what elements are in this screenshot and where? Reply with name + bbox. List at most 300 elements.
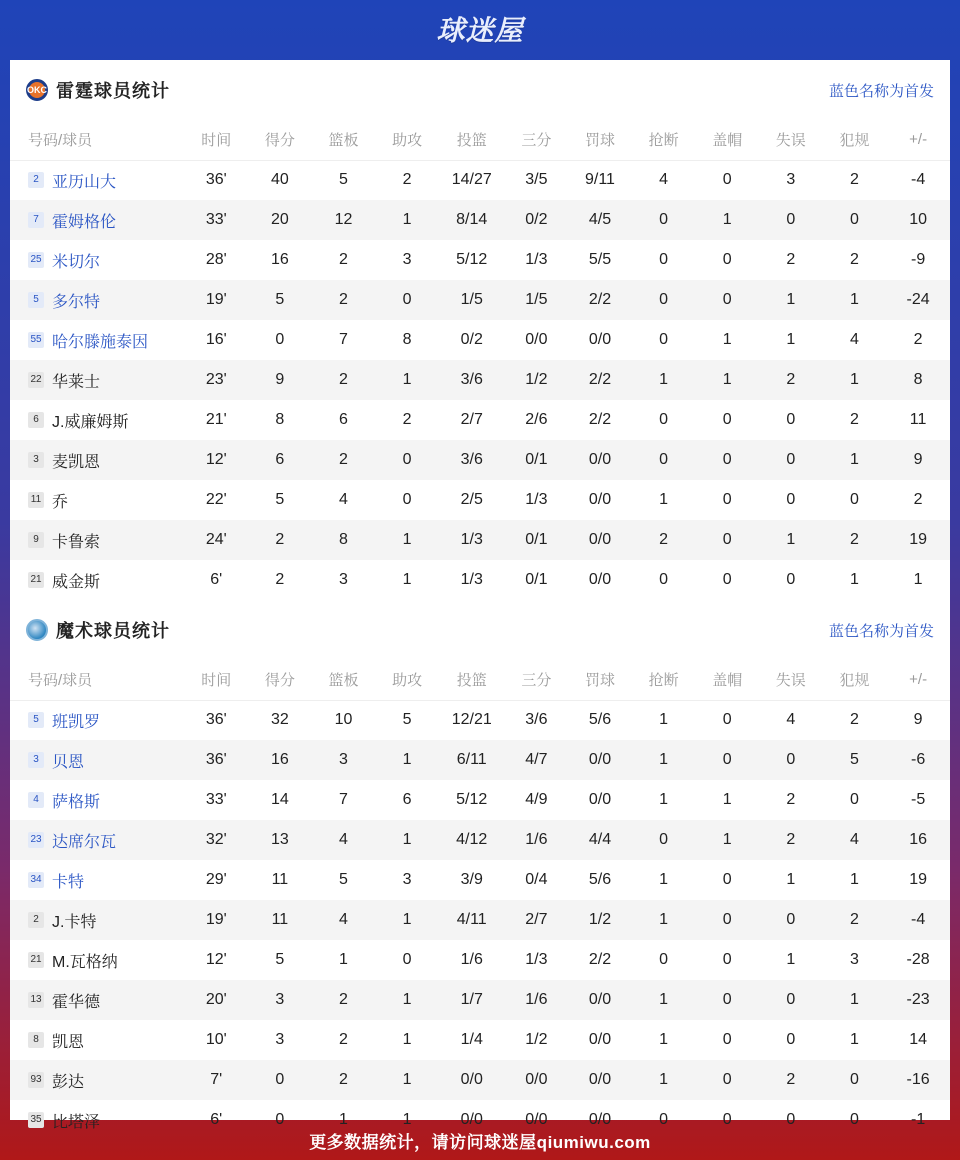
player-cell — [10, 980, 184, 1020]
stat-cell: 2 — [849, 411, 859, 428]
stat-cell: 0 — [632, 440, 696, 480]
stat-cell: 7' — [184, 1060, 248, 1100]
stat-cell: 11 — [248, 900, 312, 940]
stat-cell: 0/2 — [460, 331, 483, 348]
stat-cell: 24' — [184, 520, 248, 560]
stat-cell: 16 — [270, 251, 289, 268]
player-row[interactable] — [10, 700, 950, 740]
stat-cell: 0 — [786, 1111, 796, 1128]
player-row[interactable] — [10, 360, 950, 400]
player-row[interactable] — [10, 480, 950, 520]
starter-player-name[interactable]: 达席尔瓦 — [52, 833, 117, 851]
stat-cell: 0/0 — [568, 740, 632, 780]
stat-cell: 2 — [913, 491, 923, 508]
stat-cell: 21' — [205, 411, 227, 428]
player-row[interactable] — [10, 860, 950, 900]
stat-cell: 0/1 — [505, 520, 569, 560]
stat-cell: 2/7 — [460, 411, 483, 428]
stat-cell: 0 — [695, 520, 759, 560]
stat-cell: 2 — [312, 280, 376, 320]
stat-cell: -5 — [910, 791, 926, 808]
stat-cell: 2 — [402, 171, 412, 189]
column-header: 罚球 — [568, 120, 632, 160]
magic-logo-icon — [26, 619, 48, 641]
stat-cell: 7 — [339, 791, 348, 808]
jersey-number-badge: 3 — [28, 752, 44, 768]
player-name[interactable]: M.瓦格纳 — [52, 953, 118, 971]
starter-player-name[interactable]: 米切尔 — [52, 253, 101, 271]
stat-cell: 33' — [184, 200, 248, 240]
stat-cell: 20' — [184, 980, 248, 1020]
stat-cell: 0/0 — [588, 1111, 612, 1128]
stat-cell: 5 — [275, 951, 285, 968]
stat-cell: 0 — [722, 571, 732, 588]
thunder-section — [10, 60, 950, 600]
stat-cell: 0 — [759, 740, 823, 780]
player-name[interactable]: J.卡特 — [52, 913, 97, 931]
stat-cell: 4/9 — [525, 791, 548, 808]
stat-cell: 1 — [849, 1031, 859, 1048]
stat-cell: 0 — [659, 951, 669, 968]
stat-cell: 5 — [402, 711, 412, 729]
stat-cell: 29' — [205, 871, 227, 888]
stat-cell: 1 — [339, 951, 348, 968]
stat-cell: 3 — [275, 1031, 285, 1048]
starter-player-name[interactable]: 多尔特 — [52, 293, 101, 311]
stat-cell: 1 — [402, 1031, 412, 1048]
jersey-number-badge: 7 — [28, 212, 44, 228]
stat-cell: 0 — [823, 200, 887, 240]
stat-cell: 0 — [759, 900, 823, 940]
starter-player-name[interactable]: 亚历山大 — [52, 173, 117, 191]
stat-cell: -16 — [886, 1060, 950, 1100]
column-header: +/- — [886, 120, 950, 160]
jersey-number-badge: 25 — [28, 252, 44, 268]
stat-cell: 0/4 — [525, 871, 548, 888]
stats-table — [10, 120, 950, 600]
stat-cell: 5/12 — [456, 791, 488, 808]
player-name[interactable]: 比塔泽 — [52, 1113, 101, 1131]
stat-cell: 3 — [339, 571, 348, 588]
stat-cell: 3 — [312, 740, 376, 780]
stat-cell: 6 — [339, 411, 348, 428]
starter-player-name[interactable]: 霍姆格伦 — [52, 213, 117, 231]
stat-cell: -24 — [886, 280, 950, 320]
stat-cell: 33' — [205, 791, 227, 808]
stat-cell: 2 — [849, 171, 859, 189]
column-header: 盖帽 — [695, 660, 759, 700]
stat-cell: -4 — [886, 900, 950, 940]
stat-cell: 3 — [849, 951, 859, 968]
stat-cell: 1 — [375, 980, 439, 1020]
stat-cell: 28' — [205, 251, 227, 268]
column-header: 投篮 — [439, 120, 505, 160]
stat-cell: 1 — [695, 200, 759, 240]
stat-cell: 0 — [695, 280, 759, 320]
stat-cell: 1 — [913, 571, 923, 588]
stat-cell: 1 — [659, 491, 669, 508]
player-cell — [10, 480, 184, 520]
stat-cell: 1 — [659, 791, 669, 808]
stat-cell: 3 — [402, 871, 412, 888]
jersey-number-badge: 5 — [28, 292, 44, 308]
jersey-number-badge: 34 — [28, 872, 44, 888]
stat-cell: 1 — [632, 740, 696, 780]
stat-cell: 1 — [849, 871, 859, 888]
stat-cell: 4/12 — [439, 820, 505, 860]
player-cell — [10, 320, 184, 360]
stat-cell: 1 — [339, 1111, 348, 1128]
jersey-number-badge: 2 — [28, 912, 44, 928]
stat-cell: 0 — [695, 740, 759, 780]
player-name[interactable]: 凯恩 — [52, 1033, 85, 1051]
stat-cell: 3/6 — [439, 440, 505, 480]
stat-cell: 0 — [695, 1060, 759, 1100]
team-title — [26, 617, 170, 643]
column-header: 三分 — [505, 660, 569, 700]
stat-cell: 2 — [339, 251, 348, 268]
stat-cell: 8 — [402, 331, 412, 348]
stat-cell: 0 — [722, 411, 732, 428]
player-row[interactable] — [10, 240, 950, 280]
stat-cell: 20 — [248, 200, 312, 240]
stat-cell: 0/0 — [588, 1031, 612, 1048]
stat-cell: 2 — [759, 360, 823, 400]
stat-cell: 1 — [695, 360, 759, 400]
stat-cell: 2 — [759, 1060, 823, 1100]
stat-cell: 2/2 — [568, 280, 632, 320]
stat-cell: 1/6 — [460, 951, 483, 968]
stat-cell: 1 — [759, 520, 823, 560]
jersey-number-badge: 6 — [28, 412, 44, 428]
stat-cell: 4 — [312, 900, 376, 940]
stat-cell: 16 — [886, 820, 950, 860]
stat-cell: -9 — [910, 251, 926, 268]
stat-cell: 0 — [632, 200, 696, 240]
stat-cell: 0/2 — [505, 200, 569, 240]
stat-cell: 4 — [339, 491, 348, 508]
stat-cell: 1 — [375, 900, 439, 940]
stat-cell: 32' — [184, 820, 248, 860]
stat-cell: 0/0 — [588, 331, 612, 348]
stat-cell: 0 — [722, 491, 732, 508]
player-cell — [10, 900, 184, 940]
stat-cell: 5/5 — [588, 251, 612, 268]
stat-cell: 19 — [886, 520, 950, 560]
stat-cell: -23 — [886, 980, 950, 1020]
stat-cell: 36' — [184, 740, 248, 780]
player-cell — [10, 740, 184, 780]
starter-player-name[interactable]: 贝恩 — [52, 753, 85, 771]
stat-cell: 0/0 — [460, 1111, 483, 1128]
stat-cell: 11 — [909, 411, 927, 428]
jersey-number-badge: 55 — [28, 332, 44, 348]
stat-cell: 3/5 — [525, 171, 548, 189]
section-header — [10, 60, 950, 120]
stat-cell: 0 — [722, 1111, 732, 1128]
stat-cell: 9 — [886, 440, 950, 480]
stat-cell: 19' — [184, 280, 248, 320]
stat-cell: 4/5 — [568, 200, 632, 240]
stat-cell: 4/4 — [568, 820, 632, 860]
stat-cell: 0 — [659, 411, 669, 428]
stat-cell: 0 — [659, 1111, 669, 1128]
player-row[interactable] — [10, 320, 950, 360]
stat-cell: 0 — [786, 411, 796, 428]
stat-cell: 1 — [722, 791, 732, 808]
player-cell — [10, 700, 184, 740]
player-row[interactable] — [10, 520, 950, 560]
player-name[interactable]: J.威廉姆斯 — [52, 413, 129, 431]
stat-cell: 1 — [823, 360, 887, 400]
stat-cell: 4 — [659, 171, 669, 189]
player-cell — [10, 1020, 184, 1060]
starter-player-name[interactable]: 哈尔滕施泰因 — [52, 333, 149, 351]
jersey-number-badge: 11 — [28, 492, 44, 508]
stat-cell: 1 — [786, 331, 796, 348]
stat-cell: 1/6 — [505, 980, 569, 1020]
player-row[interactable] — [10, 980, 950, 1020]
stat-cell: 2 — [312, 360, 376, 400]
stat-cell: -28 — [906, 951, 930, 968]
stat-cell: 2 — [786, 251, 796, 268]
stat-cell: 0 — [722, 871, 732, 888]
stat-cell: 19' — [184, 900, 248, 940]
stat-cell: 10 — [886, 200, 950, 240]
stat-cell: 4 — [786, 711, 796, 729]
jersey-number-badge: 21 — [28, 572, 44, 588]
stat-cell: 0 — [722, 251, 732, 268]
player-row[interactable] — [10, 280, 950, 320]
player-name[interactable]: 霍华德 — [52, 993, 101, 1011]
player-name[interactable]: 乔 — [52, 493, 69, 511]
stat-cell: 14/27 — [451, 171, 492, 189]
stat-cell: 16 — [248, 740, 312, 780]
stat-cell: -1 — [910, 1111, 926, 1128]
player-name[interactable]: 华莱士 — [52, 373, 101, 391]
player-row[interactable] — [10, 1020, 950, 1060]
stat-cell: 14 — [909, 1031, 927, 1048]
stat-cell: 2 — [339, 1031, 348, 1048]
stat-cell: 1/3 — [460, 571, 483, 588]
column-header: 号码/球员 — [10, 120, 184, 160]
stat-cell: 0 — [722, 171, 732, 189]
stat-cell: 0 — [632, 280, 696, 320]
player-name[interactable]: 卡鲁索 — [52, 533, 101, 551]
column-header-row — [10, 660, 950, 700]
player-row[interactable] — [10, 200, 950, 240]
jersey-number-badge: 13 — [28, 992, 44, 1008]
stat-cell: 0 — [402, 491, 412, 508]
stat-cell: 0 — [632, 820, 696, 860]
player-row[interactable] — [10, 780, 950, 820]
stat-cell: 0 — [849, 1111, 859, 1128]
stat-cell: -6 — [886, 740, 950, 780]
player-cell — [10, 160, 184, 200]
stat-cell: 1 — [402, 1111, 412, 1128]
player-row[interactable] — [10, 740, 950, 780]
stat-cell: 8 — [886, 360, 950, 400]
stat-cell: 1/5 — [439, 280, 505, 320]
stat-cell: 5 — [339, 171, 348, 189]
stat-cell: 1/2 — [505, 360, 569, 400]
player-row[interactable] — [10, 1060, 950, 1100]
stat-cell: 0 — [275, 331, 285, 348]
stat-cell: 2/6 — [525, 411, 548, 428]
stat-cell: 1 — [659, 871, 669, 888]
stat-cell: 12' — [184, 440, 248, 480]
stat-cell: 0 — [786, 571, 796, 588]
stat-cell: 1/7 — [439, 980, 505, 1020]
jersey-number-badge: 9 — [28, 532, 44, 548]
column-header: 得分 — [248, 120, 312, 160]
brand-logo-text: 球迷屋 — [436, 14, 524, 47]
column-header: +/- — [886, 660, 950, 700]
stat-cell: 0 — [659, 571, 669, 588]
stat-cell: 1 — [632, 980, 696, 1020]
player-row[interactable] — [10, 400, 950, 440]
stat-cell: 1 — [659, 711, 669, 729]
stat-cell: 2 — [786, 791, 796, 808]
starter-player-name[interactable]: 萨格斯 — [52, 793, 101, 811]
stat-cell: 2 — [913, 331, 923, 348]
stat-cell: 5/6 — [588, 711, 612, 729]
stat-cell: 0 — [759, 980, 823, 1020]
stat-cell: 1 — [402, 571, 412, 588]
stat-cell: 3 — [786, 171, 796, 189]
stat-cell: 23' — [184, 360, 248, 400]
player-name[interactable]: 麦凯恩 — [52, 453, 101, 471]
player-cell — [10, 780, 184, 820]
stat-cell: 8 — [312, 520, 376, 560]
stat-cell: 2 — [248, 520, 312, 560]
stat-cell: 12 — [312, 200, 376, 240]
stat-cell: 0/0 — [568, 1060, 632, 1100]
stat-cell: 8/14 — [439, 200, 505, 240]
team-title — [26, 77, 170, 103]
column-header: 得分 — [248, 660, 312, 700]
column-header: 时间 — [184, 120, 248, 160]
stat-cell: 0/0 — [439, 1060, 505, 1100]
stat-cell: 1 — [823, 440, 887, 480]
stat-cell: 1/3 — [525, 951, 548, 968]
stat-cell: 2 — [849, 251, 859, 268]
stat-cell: 0 — [786, 491, 796, 508]
stat-cell: 2 — [312, 440, 376, 480]
stat-cell: 0 — [786, 1031, 796, 1048]
player-name[interactable]: 彭达 — [52, 1073, 85, 1091]
column-header: 失误 — [759, 660, 823, 700]
jersey-number-badge: 4 — [28, 792, 44, 808]
stat-cell: 1/2 — [525, 1031, 548, 1048]
player-row[interactable] — [10, 440, 950, 480]
stat-cell: 0 — [722, 711, 732, 729]
stat-cell: 0 — [659, 251, 669, 268]
player-cell — [10, 240, 184, 280]
player-row[interactable] — [10, 820, 950, 860]
stat-cell: 0/0 — [588, 791, 612, 808]
jersey-number-badge: 3 — [28, 452, 44, 468]
stat-cell: 4 — [849, 331, 859, 348]
stat-cell: 36' — [205, 171, 227, 189]
stat-cell: 3 — [248, 980, 312, 1020]
player-row[interactable] — [10, 900, 950, 940]
stat-cell: 5 — [275, 491, 285, 508]
stat-cell: 1 — [375, 200, 439, 240]
stat-cell: 2/7 — [505, 900, 569, 940]
starter-player-name[interactable]: 班凯罗 — [52, 713, 101, 731]
player-cell — [10, 280, 184, 320]
stat-cell: 0/0 — [568, 520, 632, 560]
stat-cell: 32 — [270, 711, 289, 729]
stat-cell: 4 — [312, 820, 376, 860]
stat-cell: 9 — [913, 711, 923, 729]
player-row[interactable] — [10, 160, 950, 200]
stat-cell: 8 — [275, 411, 285, 428]
player-row[interactable] — [10, 940, 950, 980]
stat-cell: 0/0 — [505, 1060, 569, 1100]
stat-cell: 2 — [759, 820, 823, 860]
stat-cell: 0 — [695, 980, 759, 1020]
stat-cell: 9/11 — [585, 171, 615, 189]
column-header: 盖帽 — [695, 120, 759, 160]
stat-cell: 1/2 — [568, 900, 632, 940]
stat-cell: 0/0 — [525, 331, 548, 348]
stat-cell: 1 — [849, 571, 859, 588]
stat-cell: 9 — [248, 360, 312, 400]
footer-link-text[interactable]: 更多数据统计，请访问球迷屋qiumiwu.com — [309, 1132, 651, 1152]
stat-cell: 1 — [759, 280, 823, 320]
magic-section — [10, 600, 950, 1140]
player-cell — [10, 1060, 184, 1100]
stat-cell: 0 — [402, 951, 412, 968]
column-header: 篮板 — [312, 120, 376, 160]
column-header: 时间 — [184, 660, 248, 700]
player-row[interactable] — [10, 560, 950, 600]
stat-cell: 1 — [375, 1060, 439, 1100]
jersey-number-badge: 35 — [28, 1112, 44, 1128]
stat-cell: 0 — [695, 440, 759, 480]
stat-cell: 1 — [375, 520, 439, 560]
stat-cell: 0/0 — [568, 980, 632, 1020]
starter-player-name[interactable]: 卡特 — [52, 873, 85, 891]
stat-cell: 1 — [375, 740, 439, 780]
column-header: 罚球 — [568, 660, 632, 700]
stat-cell: 0 — [849, 791, 859, 808]
column-header: 犯规 — [823, 660, 887, 700]
stat-cell: 3 — [402, 251, 412, 268]
stat-cell: 0 — [375, 440, 439, 480]
stat-cell: 0 — [759, 200, 823, 240]
team-name: 魔术球员统计 — [56, 621, 170, 641]
stat-cell: 12' — [205, 951, 227, 968]
player-name[interactable]: 威金斯 — [52, 573, 101, 591]
stat-cell: 16' — [205, 331, 227, 348]
player-cell — [10, 400, 184, 440]
stat-cell: 13 — [248, 820, 312, 860]
jersey-number-badge: 23 — [28, 832, 44, 848]
column-header: 篮板 — [312, 660, 376, 700]
jersey-number-badge: 22 — [28, 372, 44, 388]
stat-cell: 0/1 — [525, 571, 548, 588]
stat-cell: 5 — [823, 740, 887, 780]
stats-table — [10, 660, 950, 1140]
stat-cell: 6' — [210, 571, 223, 588]
stat-cell: 1 — [722, 331, 732, 348]
stat-cell: 6 — [248, 440, 312, 480]
player-cell — [10, 820, 184, 860]
brand-header — [0, 0, 960, 58]
